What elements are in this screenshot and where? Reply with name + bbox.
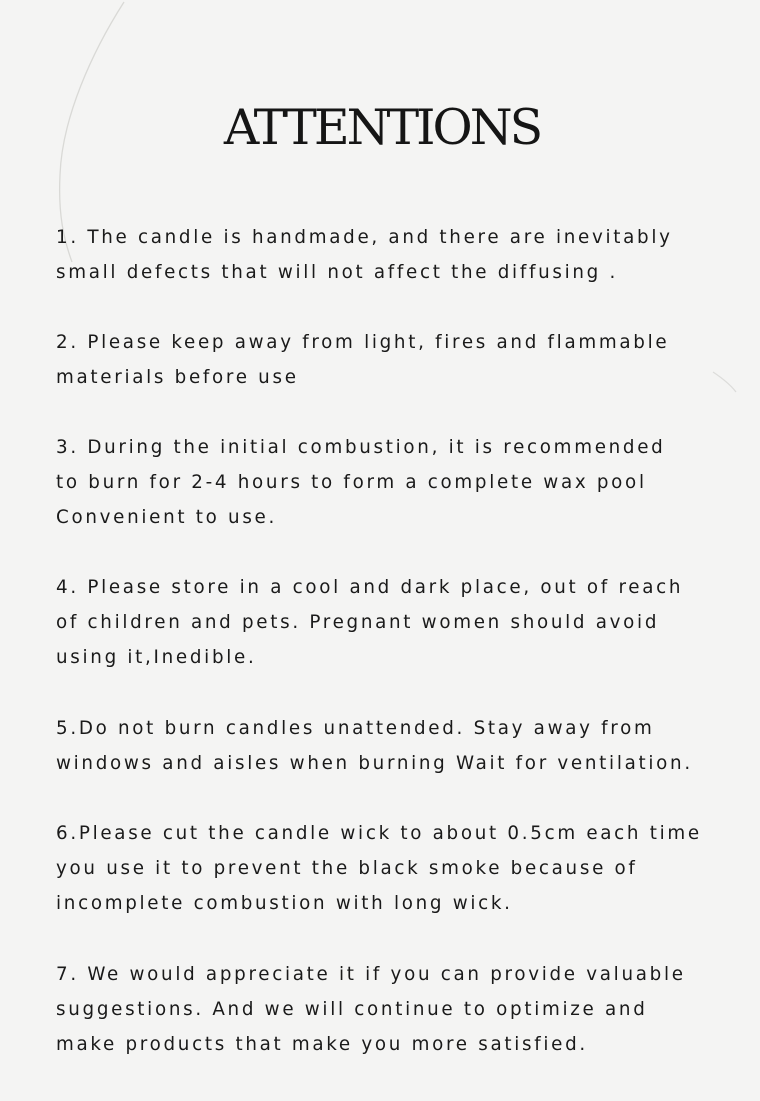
attention-item-7-line-3: make products that make you more satisfied. [56, 1034, 588, 1055]
attention-item-5-line-1: 5.Do not burn candles unattended. Stay away from [56, 718, 655, 739]
attention-item-3-line-2: to burn for 2-4 hours to form a complete wax pool [56, 472, 647, 493]
attention-item-2-line-2: materials before use [56, 367, 299, 388]
attention-item-4-line-2: of children and pets. Pregnant women should avoid [56, 612, 660, 633]
attention-item-4-line-1: 4. Please store in a cool and dark place, out of reach [56, 577, 684, 598]
attention-item-7 [56, 957, 746, 1062]
attention-item-6 [56, 816, 746, 921]
attention-item-3-line-3: Convenient to use. [56, 507, 278, 528]
attention-item-6-line-3: incomplete combustion with long wick. [56, 893, 513, 914]
attention-item-3-line-1: 3. During the initial combustion, it is recommended [56, 437, 666, 458]
attention-item-1-line-1: 1. The candle is handmade, and there are inevitably [56, 227, 673, 248]
attention-item-1 [56, 220, 746, 290]
page-title: ATTENTIONS [223, 99, 541, 156]
attention-item-1-line-2: small defects that will not affect the diffusing . [56, 262, 619, 283]
attention-item-2 [56, 325, 746, 395]
attention-item-6-line-2: you use it to prevent the black smoke because of [56, 858, 638, 879]
attention-item-5-line-2: windows and aisles when burning Wait for ventilation. [56, 753, 693, 774]
attention-item-5 [56, 711, 746, 781]
attention-item-7-line-1: 7. We would appreciate it if you can provide valuable [56, 964, 686, 985]
attention-item-4-line-3: using it,Inedible. [56, 647, 257, 668]
attention-item-7-line-2: suggestions. And we will continue to optimize and [56, 999, 648, 1020]
attention-item-4 [56, 570, 746, 675]
attention-item-6-line-1: 6.Please cut the candle wick to about 0.5cm each time [56, 823, 702, 844]
attention-item-2-line-1: 2. Please keep away from light, fires and flammable [56, 332, 670, 353]
attention-item-3 [56, 430, 746, 535]
